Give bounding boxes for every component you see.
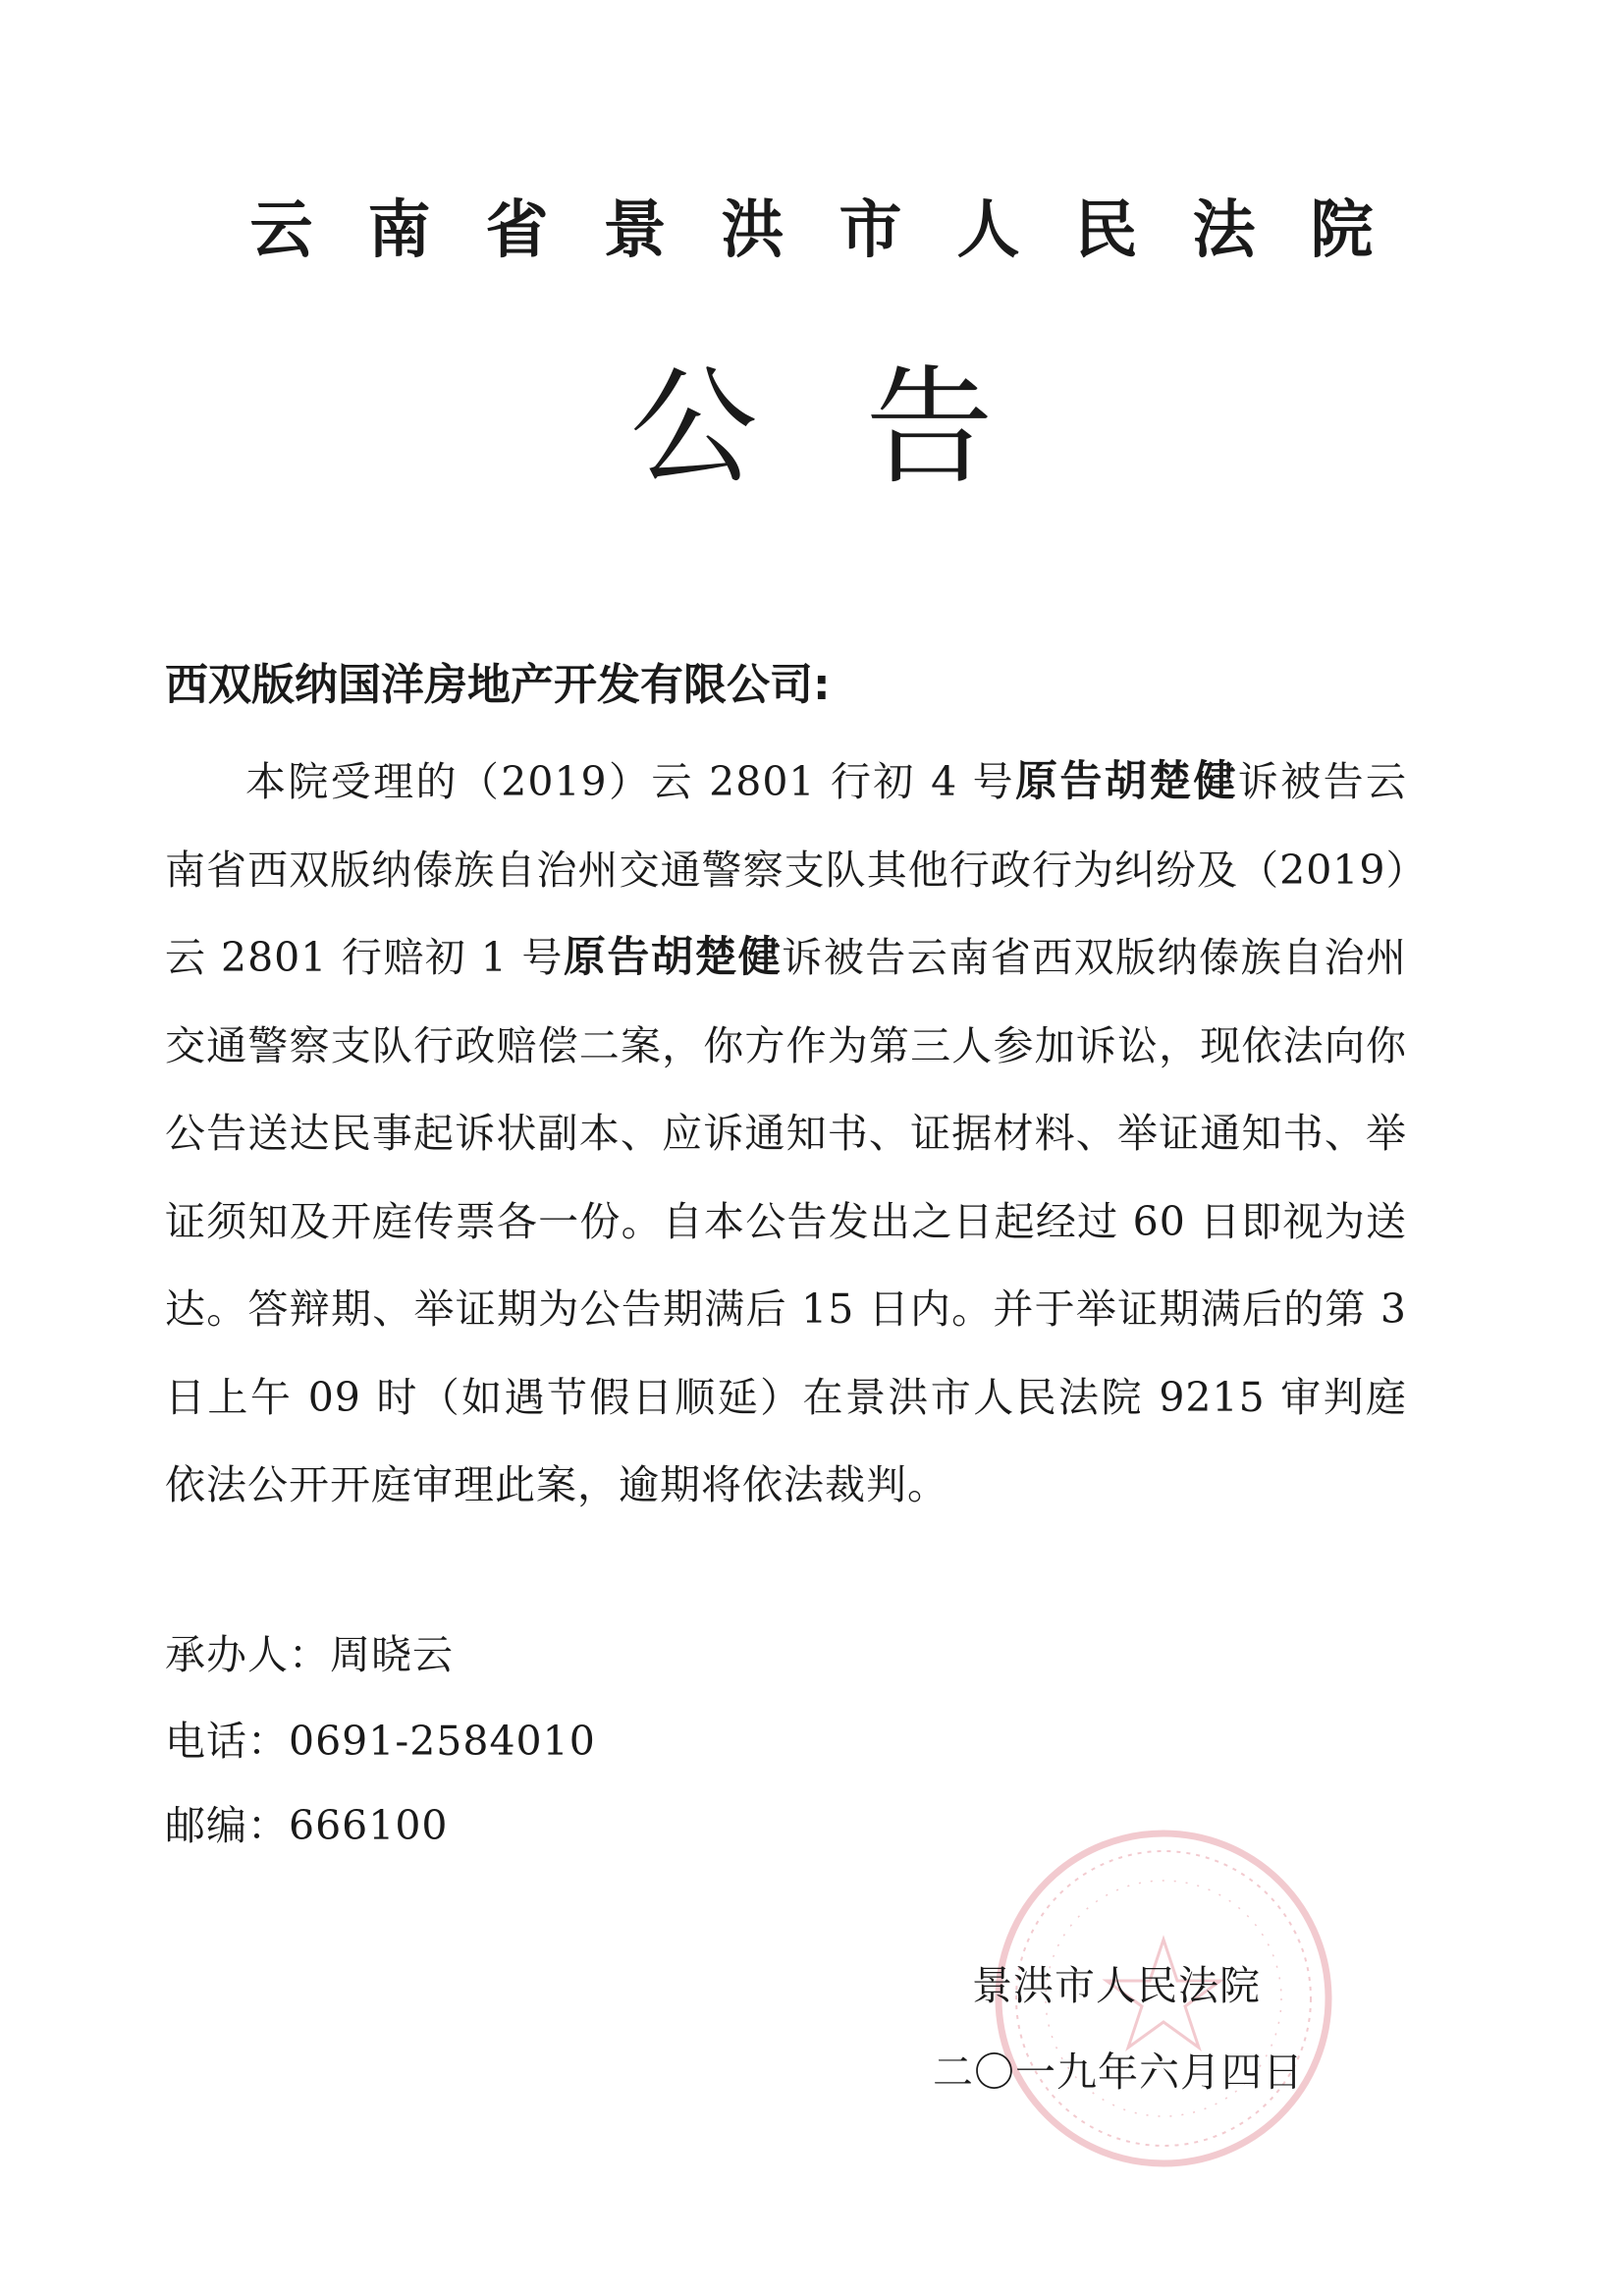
notice-body [165, 738, 1407, 1530]
phone-info: 电话：0691-2584010 [165, 1718, 596, 1765]
plaintiff-name-1: 原告胡楚健 [1014, 757, 1238, 806]
body-segment-3: 诉被告云南省西双版纳傣族自治州交通警察支队行政赔偿二案，你方作为第三人参加诉讼，现依法向你公告送达民事起诉状副本、应诉通知书、证据材料、举证通知书、举证须知及开庭传票各一份。自本公告发出之日起经过 60 日即视为送达。答辩期、举证期为公告期满后 15 日内。并于举证期满后的第 3 日上午 09 时（如遇节假日顺延）在景洪市人民法院 9215 审判庭依法公开开庭审理此案，逾期将依法裁判。 [165, 934, 1408, 1508]
body-segment-2: 诉被告云南省西双版纳傣族自治州交通警察支队其他行政行为纠纷及（2019）云 2801 行赔初 1 号 [165, 758, 1408, 981]
signature-court: 景洪市人民法院 [972, 1962, 1261, 2009]
signature-date: 二〇一九年六月四日 [933, 2049, 1304, 2096]
body-segment-1: 本院受理的（2019）云 2801 行初 4 号 [245, 758, 1015, 805]
handler-info: 承办人：周晓云 [165, 1631, 454, 1678]
postcode-info: 邮编：666100 [165, 1802, 449, 1849]
addressee: 西双版纳国洋房地产开发有限公司: [165, 660, 831, 710]
notice-title: 公告 [629, 353, 1102, 502]
court-name-heading: 云南省景洪市人民法院 [249, 194, 1429, 267]
plaintiff-name-2: 原告胡楚健 [563, 933, 783, 982]
